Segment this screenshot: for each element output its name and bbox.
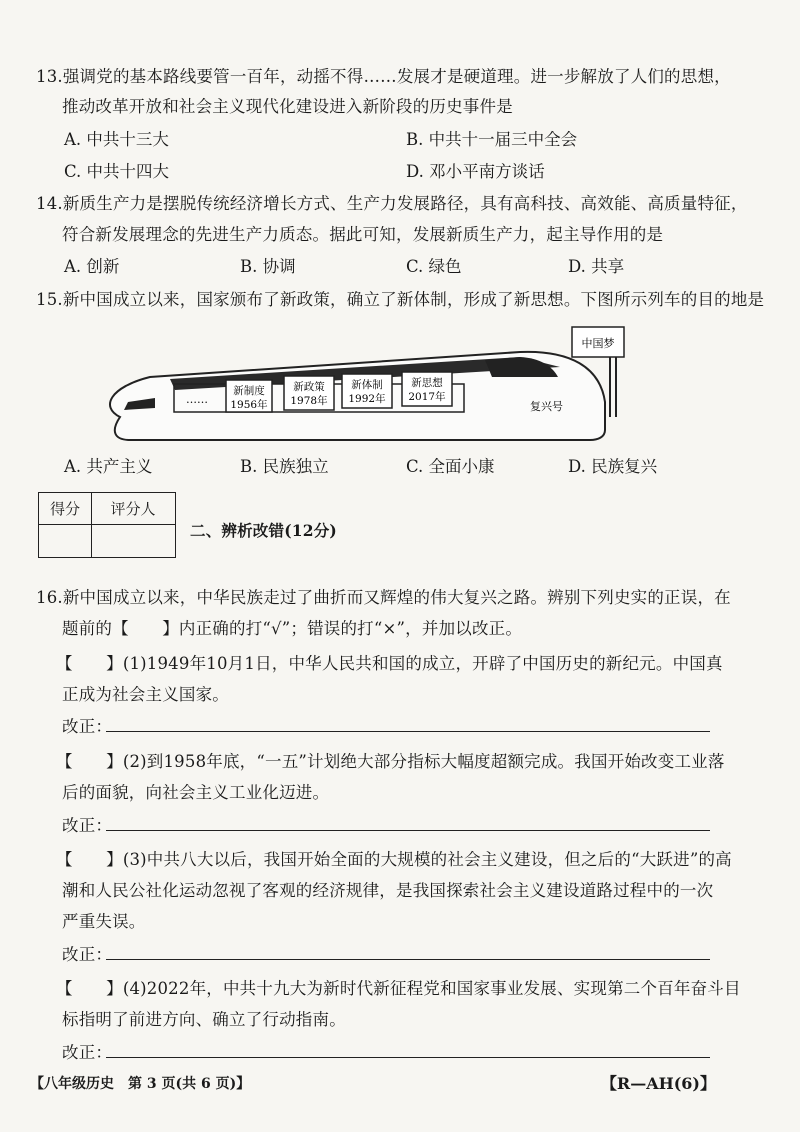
window-4	[402, 372, 452, 406]
window-label: 新体制	[351, 379, 383, 391]
q14-stem-line1: 14.新质生产力是摆脱传统经济增长方式、生产力发展路径，具有高科技、高效能、高质量特征，	[36, 194, 748, 213]
answer-bracket[interactable]: 【 】	[56, 654, 123, 673]
correction-label: 改正：	[62, 816, 113, 835]
window-label: 新制度	[233, 385, 265, 397]
item-text: (4)2022年，中共十九大为新时代新征程党和国家事业发展、实现第二个百年奋斗目	[122, 979, 741, 998]
item-text: (2)到1958年底，“一五”计划绝大部分指标大幅度超额完成。我国开始改变工业落	[122, 752, 725, 771]
q16-item-1-line1	[56, 650, 723, 674]
q16-item-3-line3: 严重失误。	[62, 912, 146, 931]
correction-line-2[interactable]	[106, 830, 710, 831]
q16-item-4-line1	[56, 975, 741, 999]
score-table	[38, 492, 176, 558]
correction-label: 改正：	[62, 1043, 113, 1062]
q16-item-1-line2: 正成为社会主义国家。	[62, 685, 229, 704]
q14-option-b[interactable]: B. 协调	[240, 257, 296, 276]
answer-bracket[interactable]: 【 】	[56, 850, 123, 869]
q15-stem: 15.新中国成立以来，国家颁布了新政策，确立了新体制，形成了新思想。下图所示列车的目的地是	[36, 290, 765, 309]
score-header: 得分	[39, 493, 91, 525]
correction-line-4[interactable]	[106, 1057, 710, 1058]
correction-line-3[interactable]	[106, 959, 710, 960]
q15-option-a[interactable]: A. 共产主义	[64, 457, 153, 476]
train-svg	[100, 322, 720, 447]
q14-option-d[interactable]: D. 共享	[568, 257, 625, 276]
q15-option-d[interactable]: D. 民族复兴	[568, 457, 658, 476]
sign-text: 中国梦	[581, 337, 615, 350]
answer-bracket[interactable]: 【 】	[56, 979, 123, 998]
q14-option-a[interactable]: A. 创新	[64, 257, 120, 276]
window-1	[226, 380, 272, 412]
window-dots: ……	[186, 393, 208, 406]
window-3	[342, 374, 392, 408]
q16-stem-line2: 题前的【 】内正确的打“√”；错误的打“×”，并加以改正。	[62, 619, 523, 638]
window-year: 2017年	[408, 391, 446, 403]
q16-item-2-line2: 后的面貌，向社会主义工业化迈进。	[62, 783, 330, 802]
correction-label: 改正：	[62, 717, 113, 736]
q16-stem-line1: 16.新中国成立以来，中华民族走过了曲折而又辉煌的伟大复兴之路。辨别下列史实的正误，在	[36, 588, 731, 607]
window-label: 新思想	[411, 377, 443, 389]
section-2-title: 二、辨析改错(12分)	[190, 521, 337, 540]
window-year: 1978年	[290, 395, 328, 407]
q14-stem-line2: 符合新发展理念的先进生产力质态。据此可知，发展新质生产力，起主导作用的是	[62, 225, 664, 244]
item-text: (1)1949年10月1日，中华人民共和国的成立，开辟了中国历史的新纪元。中国真	[122, 654, 723, 673]
grader-header: 评分人	[91, 493, 175, 525]
q13-option-b[interactable]: B. 中共十一届三中全会	[406, 130, 578, 149]
train-illustration	[100, 322, 720, 447]
window-label: 新政策	[293, 381, 325, 393]
answer-bracket[interactable]: 【 】	[56, 752, 123, 771]
footer-code: 【R—AH(6)】	[600, 1074, 716, 1093]
q16-item-3-line1	[56, 846, 732, 870]
footer-page-info: 【八年级历史 第 3 页(共 6 页)】	[30, 1076, 251, 1092]
q14-option-c[interactable]: C. 绿色	[406, 257, 462, 276]
item-text: (3)中共八大以后，我国开始全面的大规模的社会主义建设，但之后的“大跃进”的高	[122, 850, 732, 869]
q15-option-c[interactable]: C. 全面小康	[406, 457, 495, 476]
window-year: 1992年	[348, 393, 386, 405]
q16-item-2-line1	[56, 748, 725, 772]
q16-item-3-line2: 潮和人民公社化运动忽视了客观的经济规律，是我国探索社会主义建设道路过程中的一次	[62, 881, 714, 900]
q16-item-4-line2: 标指明了前进方向、确立了行动指南。	[62, 1010, 346, 1029]
q13-stem-line1: 13.强调党的基本路线要管一百年，动摇不得……发展才是硬道理。进一步解放了人们的思想，	[36, 67, 731, 86]
window-year: 1956年	[230, 399, 268, 411]
window-2	[284, 376, 334, 410]
q13-option-a[interactable]: A. 中共十三大	[64, 130, 169, 149]
q13-stem-line2: 推动改革开放和社会主义现代化建设进入新阶段的历史事件是	[62, 97, 513, 116]
q13-option-d[interactable]: D. 邓小平南方谈话	[406, 162, 545, 181]
q15-option-b[interactable]: B. 民族独立	[240, 457, 329, 476]
q13-option-c[interactable]: C. 中共十四大	[64, 162, 170, 181]
table-divider	[91, 493, 92, 557]
train-name: 复兴号	[530, 400, 563, 413]
correction-label: 改正：	[62, 945, 113, 964]
correction-line-1[interactable]	[106, 731, 710, 732]
